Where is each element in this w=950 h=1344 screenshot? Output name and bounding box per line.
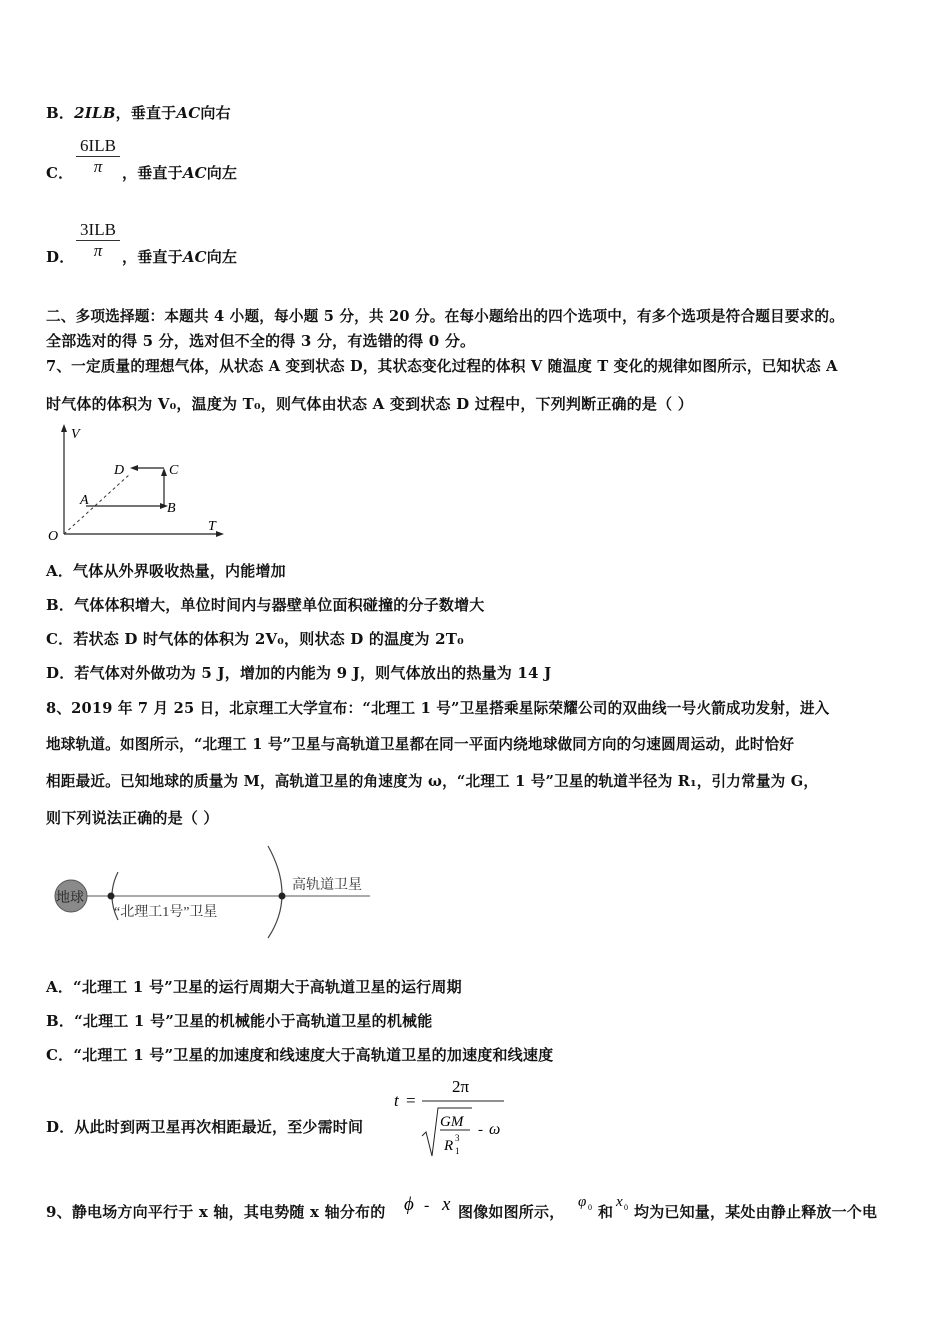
q7-option-a: A．气体从外界吸收热量，内能增加 [46, 562, 286, 580]
q6-option-c: C． [46, 164, 74, 182]
sat2-label: 高轨道卫星 [292, 878, 362, 893]
sat2-dot [279, 893, 286, 900]
sat1-dot [108, 893, 115, 900]
section2-line2: 全部选对的得 5 分，选对但不全的得 3 分，有选错的得 0 分。 [46, 332, 476, 350]
q7-graph-a-label: A [80, 493, 89, 508]
q9-stem: 9、静电场方向平行于 x 轴，其电势随 x 轴分布的 [46, 1203, 386, 1221]
q8-option-d-formula [392, 1072, 512, 1160]
q7-graph-t-label: T [208, 519, 216, 534]
q8-option-c: C．“北理工 1 号”卫星的加速度和线速度大于高轨道卫星的加速度和线速度 [46, 1046, 554, 1064]
svg-text:3: 3 [455, 1133, 460, 1143]
q6-option-d-text: ，垂直于AC向左 [122, 248, 238, 266]
q9-and: 和 [598, 1203, 614, 1221]
svg-text:φ: φ [578, 1194, 587, 1210]
q8-stem-line4: 则下列说法正确的是（ ） [46, 809, 219, 827]
svg-text:x: x [442, 1194, 451, 1215]
q9-phi-x-symbol [402, 1190, 458, 1220]
q8-stem-line3: 相距最近。已知地球的质量为 M，高轨道卫星的角速度为 ω，“北理工 1 号”卫星的轨道半径为 R₁，引力常量为 G， [46, 773, 819, 790]
q6-option-c-fraction: 6ILB π [76, 136, 120, 177]
svg-text:x: x [616, 1194, 623, 1210]
q9-phi0-symbol [576, 1190, 598, 1216]
q7-stem-line1: 7、一定质量的理想气体，从状态 A 变到状态 D，其状态变化过程的体积 V 随温度 T 变化的规律如图所示，已知状态 A [46, 358, 838, 375]
q8-stem-line1: 8、2019 年 7 月 25 日，北京理工大学宣布：“北理工 1 号”卫星搭乘星际荣耀公司的双曲线一号火箭成功发射，进入 [46, 700, 830, 717]
q9-stem-end: 均为已知量，某处由静止释放一个电 [634, 1203, 878, 1221]
q7-graph-v-label: V [71, 427, 80, 442]
q9-stem-middle: 图像如图所示， [458, 1203, 565, 1221]
q8-stem-line2: 地球轨道。如图所示，“北理工 1 号”卫星与高轨道卫星都在同一平面内绕地球做同方向的匀速圆周运动，此时恰好 [46, 736, 795, 753]
q7-graph-o-label: O [48, 529, 59, 542]
q7-option-b: B．气体体积增大，单位时间内与器壁单位面积碰撞的分子数增大 [46, 596, 485, 614]
svg-text:ϕ: ϕ [404, 1194, 414, 1215]
q6-option-b: B．2ILB，垂直于AC向右 [46, 104, 231, 122]
svg-text:0: 0 [624, 1203, 628, 1212]
svg-text:R: R [444, 1138, 454, 1154]
q8-orbit-figure [50, 842, 380, 942]
q8-option-d: D．从此时到两卫星再次相距最近，至少需时间 [46, 1118, 364, 1136]
svg-text:ω: ω [489, 1121, 501, 1138]
q7-option-c: C．若状态 D 时气体的体积为 2V₀，则状态 D 的温度为 2T₀ [46, 630, 464, 648]
svg-text:=: = [406, 1091, 416, 1110]
svg-text:GM: GM [440, 1114, 464, 1130]
q6-option-d: D． [46, 248, 75, 266]
svg-text:2π: 2π [452, 1077, 470, 1096]
q7-option-d: D．若气体对外做功为 5 J，增加的内能为 9 J，则气体放出的热量为 14 J [46, 664, 552, 682]
q7-graph-d-label: D [114, 463, 125, 478]
q8-option-b: B．“北理工 1 号”卫星的机械能小于高轨道卫星的机械能 [46, 1012, 433, 1030]
q7-graph-b-label: B [167, 501, 176, 516]
q7-graph-c-label: C [169, 463, 179, 478]
q6-option-c-text: ，垂直于AC向左 [122, 164, 238, 182]
svg-text:-: - [424, 1197, 430, 1214]
svg-text:0: 0 [588, 1203, 592, 1212]
sat1-label: “北理工1号”卫星 [114, 905, 218, 920]
q7-vt-graph [44, 424, 224, 542]
q6-option-d-fraction: 3ILB π [76, 220, 120, 261]
svg-text:1: 1 [455, 1146, 460, 1156]
q7-stem-line2: 时气体的体积为 V₀，温度为 T₀，则气体由状态 A 变到状态 D 过程中，下列判断正确的是（ ） [46, 395, 693, 413]
svg-text:t: t [394, 1091, 399, 1110]
q8-option-a: A．“北理工 1 号”卫星的运行周期大于高轨道卫星的运行周期 [46, 978, 462, 996]
svg-text:-: - [478, 1122, 483, 1138]
earth-label: 地球 [56, 891, 84, 906]
section2-line1: 二、多项选择题：本题共 4 小题，每小题 5 分，共 20 分。在每小题给出的四个选项中，有多个选项是符合题目要求的。 [46, 308, 844, 325]
q9-x0-symbol [614, 1190, 634, 1216]
